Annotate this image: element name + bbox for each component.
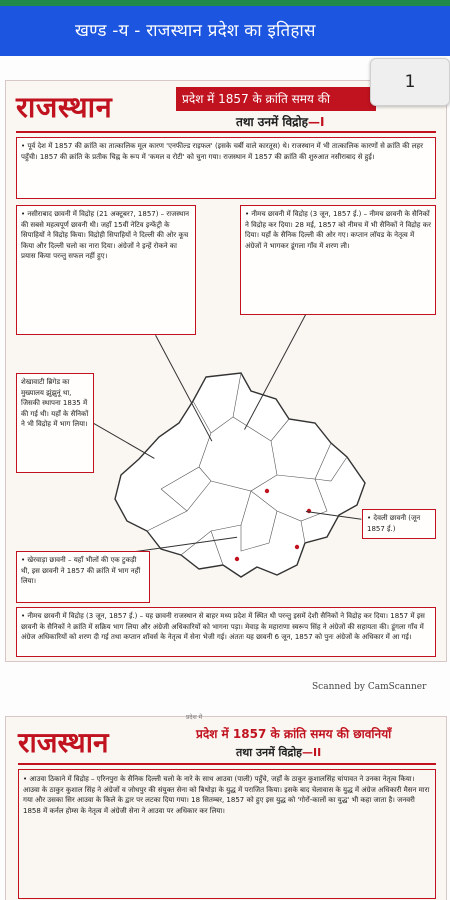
neemuch-box: • नीमच छावनी में विद्रोह (3 जून, 1857 ई.) – नीमच छावनी के सैनिकों ने विद्रोह कर दिया। 28 मई, 1857 को नीमच में भी सैनिकों ने विद्रोह कर दिया। यहाँ के सैनिक दिल्ली की ओर गए। कप्तान लॉयड के नेतृत्व में अंग्रेजों ने भागकर डूंगला गाँव में शरण ली। [240, 205, 436, 315]
page2-divider [18, 763, 436, 765]
page2-subheading-text: तथा उनमें विद्रोह [236, 746, 303, 759]
page2-roman: —II [302, 746, 322, 759]
bottom-box: • नीमच छावनी में विद्रोह (3 जून, 1857 ई.) – यह छावनी राजस्थान से बाहर मध्य प्रदेश में स्थित थी परन्तु इसमें देशी सैनिकों ने विद्रोह कर दिया। 1857 में इस छावनी के सैनिकों ने क्रांति में सक्रिय भाग लिया और अंग्रेजी अधिकारियों को भागना पड़ा। मेवाड़ के महाराणा स्वरूप सिंह ने अंग्रेजों की सहायता की। डूंगला गाँव में अंग्रेज अधिकारियों को शरण दी गई तथा कप्तान शॉवर्स के नेतृत्व में सेना भेजी गई। अंततः यह छावनी 6 जून, 1857 को पुनः अंग्रेजों के अधिकार में आ गई। [16, 607, 436, 657]
page2-subheading: प्रदेश में 1857 के क्रांति समय की छावनियाँ [196, 727, 392, 741]
subheading-roman: —I [308, 115, 325, 129]
page-heading: राजस्थान [16, 90, 113, 124]
page-subheading-line2 [236, 113, 325, 130]
kherwara-box: • खेरवाड़ा छावनी – यहाँ भीलों की एक टुकड़ी थी, इस छावनी ने 1857 की क्रांति में भाग नहीं लिया। [16, 551, 150, 603]
page-heading-wrap [16, 87, 176, 129]
page2-subheading-line2 [236, 745, 321, 760]
subheading-text: तथा उनमें विद्रोह [236, 115, 309, 129]
state-outline [115, 373, 365, 577]
neemuch-marker [295, 545, 299, 549]
divider-line [16, 131, 436, 133]
page2-heading: राजस्थान [18, 726, 109, 759]
nasirabad-box: • नसीराबाद छावनी में विद्रोह (21 अक्टूबर?, 1857) – राजस्थान की सबसे महत्वपूर्ण छावनी थी। जहाँ 15वीं नेटिव इन्फेंट्री के सिपाहियों ने विद्रोह किया। विद्रोही सिपाहियों ने दिल्ली की ओर कूच किया और दिल्ली चलो का नारा दिया। अंग्रेजों ने इन्हें रोकने का प्रयास किया परन्तु सफल नहीं हुए। [16, 205, 196, 335]
kherwara-marker [235, 557, 239, 561]
page2-body: • आउवा ठिकाने में विद्रोह – एरिनपुरा के सैनिक दिल्ली चलो के नारे के साथ आउवा (पाली) पहुँचे, जहाँ के ठाकुर कुशालसिंह चांपावत ने उनका नेतृत्व किया। आउवा के ठाकुर कुशाल सिंह ने अंग्रेजों व जोधपुर की संयुक्त सेना को बिथोड़ा के युद्ध में पराजित किया। इसके बाद चेलावास के युद्ध में अंग्रेज अधिकारी मैसन मारा गया और उसका सिर आउवा के किले के द्वार पर लटका दिया गया। 18 सितम्बर, 1857 को हुए इस युद्ध को 'गोरों-कालों का युद्ध' भी कहा जाता है। जनवरी 1858 में कर्नल होम्स के नेतृत्व में अंग्रेजी सेना ने आउवा पर अधिकार कर लिया। [18, 769, 436, 899]
page-subheading: प्रदेश में 1857 के क्रांति समय की [176, 87, 376, 111]
page-number-indicator: 1 [370, 58, 450, 106]
nasirabad-marker [265, 489, 269, 493]
page2-small-header: प्रदेश में [186, 714, 203, 721]
shekhawati-box: शेखावाटी ब्रिगेड का मुख्यालय झुंझुनूं था, जिसकी स्थापना 1835 में की गई थी। यहाँ के सैनिकों ने भी विद्रोह में भाग लिया। [16, 373, 94, 473]
document-viewer[interactable] [0, 56, 450, 900]
deoli-box: • देवली छावनी (जून 1857 ई.) [362, 509, 436, 539]
intro-box: • पूर्व देश में 1857 की क्रांति का तात्कालिक मूल कारण 'एनफील्ड राइफल' (इसके चर्बी वाले कारतूस) थे। राजस्थान में भी तात्कालिक कारणों से क्रांति की लहर पहुँची। 1857 की क्रांति के प्रतीक चिह्न के रूप में 'कमल व रोटी' को चुना गया। राजस्थान में 1857 की क्रांति की शुरुआत नसीराबाद से हुई। [16, 137, 436, 199]
document-page-2 [5, 716, 447, 900]
app-bar [0, 6, 450, 56]
scanner-watermark: Scanned by CamScanner [312, 682, 427, 692]
document-page-1 [5, 80, 447, 662]
app-title: खण्ड -य - राजस्थान प्रदेश का इतिहास [75, 21, 316, 41]
